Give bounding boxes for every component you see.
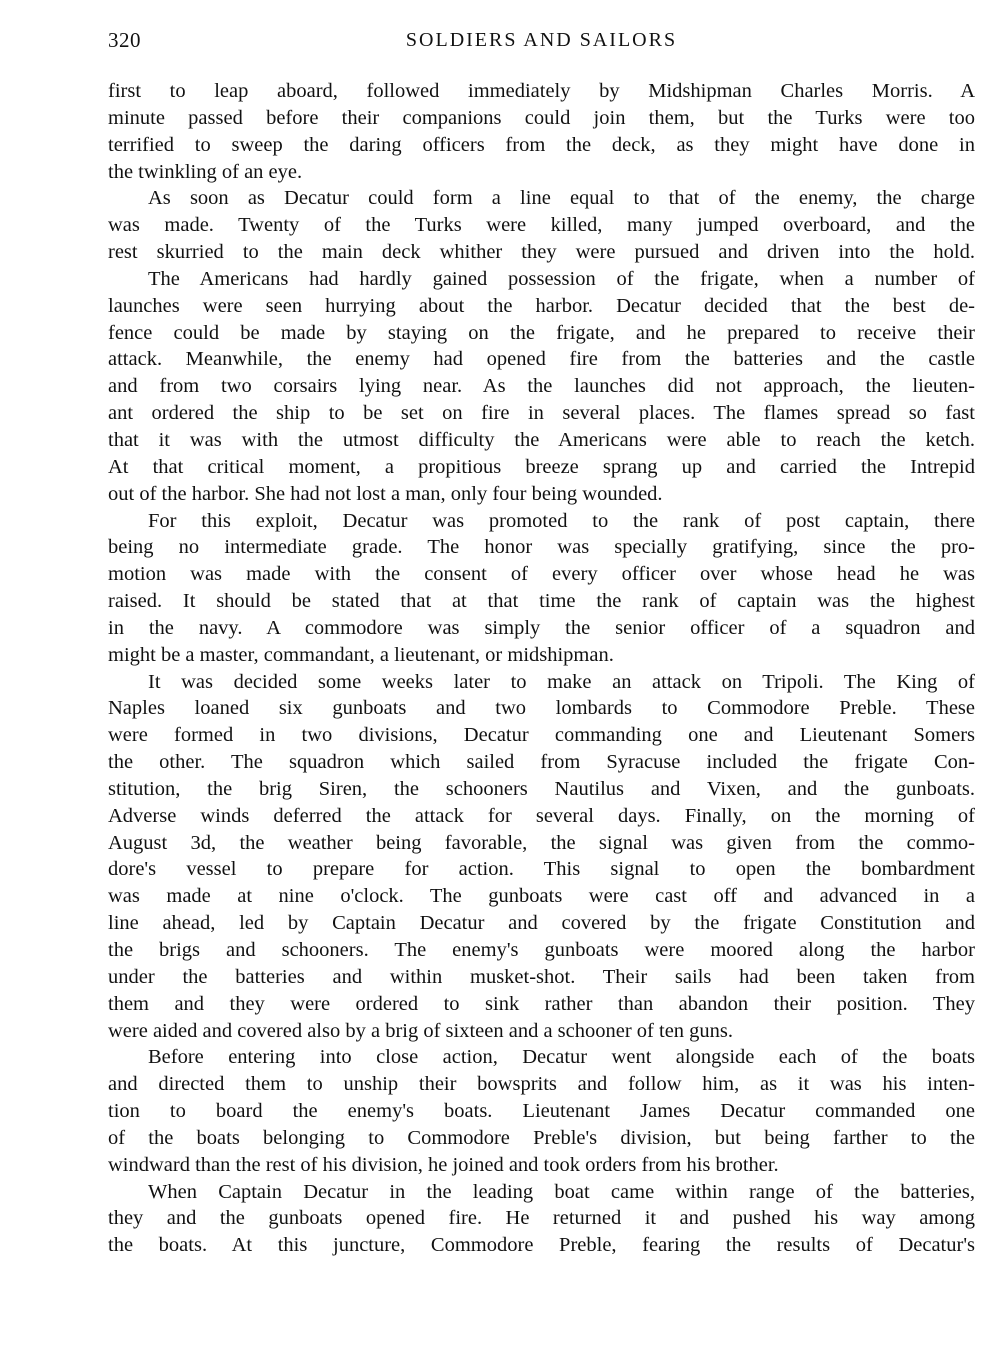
text-line: rest skurried to the main deck whither they were pursued and driven into the hold. <box>108 241 975 264</box>
text-line: The Americans had hardly gained possession of the frigate, when a number of <box>148 267 975 290</box>
running-head <box>108 26 975 54</box>
text-line: first to leap aboard, followed immediately by Midshipman Charles Morris. A <box>108 80 975 102</box>
text-line: stitution, the brig Siren, the schooners Nautilus and Vixen, and the gunboats. <box>108 777 975 800</box>
text-line: them and they were ordered to sink rather than abandon their position. They <box>108 992 975 1015</box>
text-line: Adverse winds deferred the attack for several days. Finally, on the morning of <box>108 804 975 827</box>
body-text <box>108 78 975 1259</box>
text-line: were formed in two divisions, Decatur commanding one and Lieutenant Somers <box>108 724 975 747</box>
text-line: might be a master, commandant, a lieutenant, or midshipman. <box>108 643 614 666</box>
text-line: was made at nine o'clock. The gunboats were cast off and advanced in a <box>108 885 975 908</box>
text-line: For this exploit, Decatur was promoted to the rank of post captain, there <box>148 509 975 532</box>
text-line: When Captain Decatur in the leading boat came within range of the batteries, <box>148 1180 975 1203</box>
text-line: terrified to sweep the daring officers from the deck, as they might have done in <box>108 133 975 156</box>
text-line: fence could be made by staying on the frigate, and he prepared to receive their <box>108 321 975 344</box>
text-line: motion was made with the consent of every officer over whose head he was <box>108 563 975 586</box>
text-line: being no intermediate grade. The honor was specially gratifying, since the pro- <box>108 536 975 559</box>
text-line: launches were seen hurrying about the harbor. Decatur decided that the best de- <box>108 294 975 317</box>
text-line: dore's vessel to prepare for action. This signal to open the bombardment <box>108 858 975 881</box>
text-line: ant ordered the ship to be set on fire in several places. The flames spread so fast <box>108 402 975 425</box>
text-line: under the batteries and within musket-shot. Their sails had been taken from <box>108 965 975 988</box>
text-line: line ahead, led by Captain Decatur and covered by the frigate Constitution and <box>108 912 975 935</box>
text-line: in the navy. A commodore was simply the senior officer of a squadron and <box>108 616 975 639</box>
text-line: were aided and covered also by a brig of sixteen and a schooner of ten guns. <box>108 1019 734 1042</box>
text-line: windward than the rest of his division, he joined and took orders from his brother. <box>108 1153 779 1176</box>
text-line: tion to board the enemy's boats. Lieutenant James Decatur commanded one <box>108 1100 975 1123</box>
text-line: the other. The squadron which sailed from Syracuse included the frigate Con- <box>108 751 975 774</box>
text-line: of the boats belonging to Commodore Preble's division, but being farther to the <box>108 1126 975 1149</box>
text-line: the brigs and schooners. The enemy's gunboats were moored along the harbor <box>108 939 975 961</box>
text-line: It was decided some weeks later to make an attack on Tripoli. The King of <box>148 670 975 693</box>
text-line: attack. Meanwhile, the enemy had opened fire from the batteries and the castle <box>108 348 975 371</box>
text-line: the twinkling of an eye. <box>108 160 303 183</box>
text-line: minute passed before their companions could join them, but the Turks were too <box>108 106 975 129</box>
running-title: SOLDIERS AND SAILORS <box>405 29 678 51</box>
text-line: Before entering into close action, Decatur went alongside each of the boats <box>148 1046 975 1069</box>
text-line: they and the gunboats opened fire. He returned it and pushed his way among <box>108 1207 975 1230</box>
text-line: Naples loaned six gunboats and two lombards to Commodore Preble. These <box>108 697 975 720</box>
text-line: As soon as Decatur could form a line equal to that of the enemy, the charge <box>148 187 975 210</box>
text-line: that it was with the utmost difficulty the Americans were able to reach the ketch. <box>108 428 975 451</box>
page-number: 320 <box>108 28 141 52</box>
text-line: August 3d, the weather being favorable, the signal was given from the commo- <box>108 831 975 854</box>
text-line: was made. Twenty of the Turks were killed, many jumped overboard, and the <box>108 214 975 237</box>
text-line: raised. It should be stated that at that time the rank of captain was the highest <box>108 590 975 613</box>
text-line: At that critical moment, a propitious breeze sprang up and carried the Intrepid <box>108 455 975 478</box>
text-line: out of the harbor. She had not lost a man, only four being wounded. <box>108 482 663 505</box>
text-line: and directed them to unship their bowsprits and follow him, as it was his inten- <box>108 1073 975 1096</box>
text-line: the boats. At this juncture, Commodore Preble, fearing the results of Decatur's <box>108 1234 975 1257</box>
text-line: and from two corsairs lying near. As the launches did not approach, the lieuten- <box>108 375 975 398</box>
